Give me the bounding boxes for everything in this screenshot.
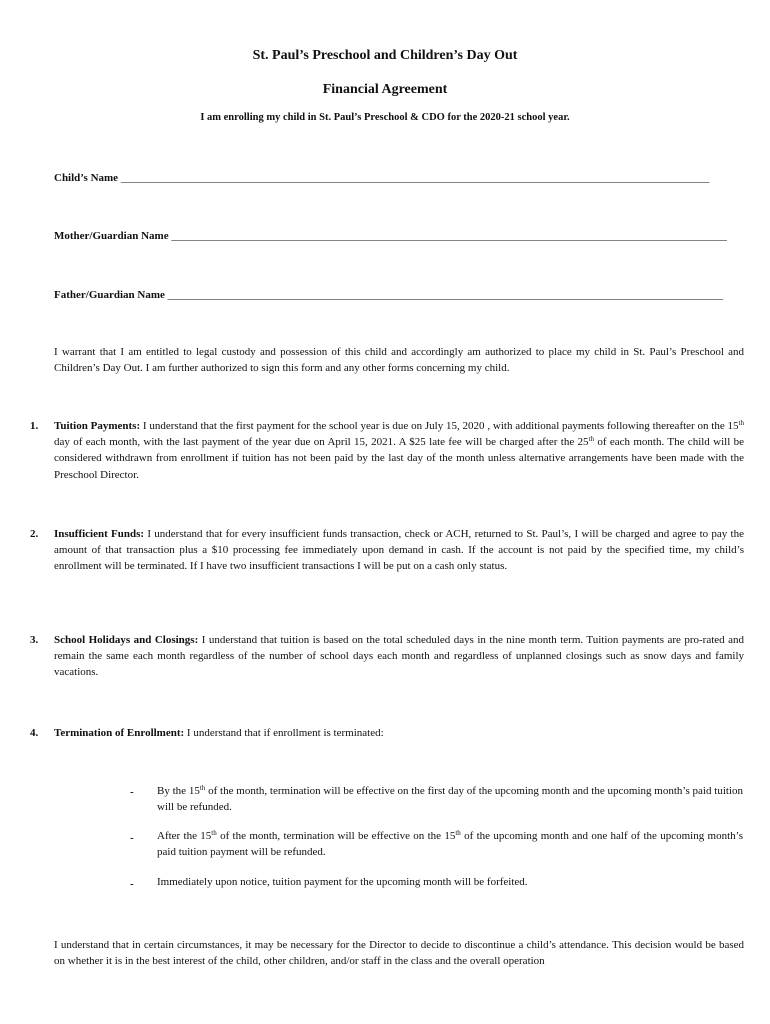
ordinal-suffix: th — [211, 829, 217, 837]
item-text: By the 15 — [157, 785, 200, 797]
item-text: of the month, termination will be effective on the 15 — [216, 830, 456, 842]
termination-item — [157, 783, 743, 815]
child-name-line: ___________________________________________________________________________________________________________ — [120, 172, 710, 184]
ordinal-suffix: th — [738, 419, 744, 427]
holidays-closings-paragraph — [54, 632, 744, 681]
tuition-payments-paragraph — [54, 418, 744, 483]
child-name-field[interactable] — [54, 172, 744, 184]
mother-guardian-name-label: Mother/Guardian Name — [54, 230, 169, 242]
section-heading: Termination of Enrollment: — [54, 727, 185, 739]
termination-item — [157, 874, 743, 890]
list-dash: - — [130, 878, 134, 890]
item-text: of the upcoming month and one half of the upcoming month’s paid tuition payment will be refunded. — [157, 830, 743, 859]
item-text: Immediately upon notice, tuition payment for the upcoming month will be forfeited. — [157, 876, 528, 888]
mother-guardian-name-field[interactable] — [54, 230, 744, 242]
section-number: 2. — [30, 528, 39, 540]
ordinal-suffix: th — [588, 435, 595, 444]
section-text: I understand that the first payment for the school year is due on July 15, 2020 , with additional payments following thereafter on the 15 — [140, 420, 739, 432]
father-guardian-name-line: _____________________________________________________________________________________________________ — [167, 289, 724, 301]
item-text: After the 15 — [157, 830, 212, 842]
ordinal-suffix: th — [455, 829, 461, 837]
section-number: 1. — [30, 420, 39, 432]
section-number: 4. — [30, 727, 39, 739]
list-dash: - — [130, 786, 134, 798]
section-number: 3. — [30, 634, 39, 646]
list-dash: - — [130, 832, 134, 844]
enrollment-statement: I am enrolling my child in St. Paul’s Preschool & CDO for the 2020-21 school year. — [200, 112, 570, 123]
section-text: day of each month, with the last payment of the year due on April 15, 2021. A $25 late fee will be charged after the 25 — [54, 436, 589, 449]
section-heading: Tuition Payments: — [54, 420, 141, 432]
section-text: I understand that for every insufficient funds transaction, check or ACH, returned to St. Paul’s, I will be charged and agree to pay the amount of that transaction plus a $10 processing fee immediately upon demand in cash. If the account is not paid by the specified time, my child’s enrollment will be terminated. If I have two insufficient transactions I will be put on a cash only status. — [54, 528, 744, 573]
section-text: of each month. The child will be considered withdrawn from enrollment if tuition has not been paid by the last day of the month unless alternative arrangements have been made with the Preschool Director. — [54, 436, 744, 481]
ordinal-suffix: th — [199, 784, 206, 792]
child-name-label: Child’s Name — [54, 172, 119, 184]
father-guardian-name-label: Father/Guardian Name — [54, 289, 165, 301]
termination-paragraph — [54, 725, 744, 741]
mother-guardian-name-line: _____________________________________________________________________________________________________ — [171, 230, 727, 242]
custody-warrant-paragraph: I warrant that I am entitled to legal custody and possession of this child and accordingly am authorized to place my child in St. Paul’s Preschool and Children’s Day Out. I am further authorized to sign this form and any other forms concerning my child. — [54, 346, 744, 375]
section-heading: School Holidays and Closings: — [54, 634, 199, 646]
insufficient-funds-paragraph — [54, 526, 744, 575]
document-title: St. Paul’s Preschool and Children’s Day Out — [252, 48, 518, 63]
father-guardian-name-field[interactable] — [54, 289, 744, 301]
discontinuation-paragraph: I understand that in certain circumstances, it may be necessary for the Director to decide to discontinue a child’s attendance. This decision would be based on whether it is in the best interest of the child, other children, and/or staff in the class and the overall operation — [54, 939, 744, 968]
section-text: I understand that tuition is based on the total scheduled days in the nine month term. Tuition payments are pro-rated and remain the same each month regardless of the number of school days each month and regardless of unplanned closings such as snow days and family vacations. — [54, 634, 745, 679]
document-subtitle: Financial Agreement — [322, 82, 448, 97]
section-text: I understand that if enrollment is terminated: — [184, 727, 384, 739]
termination-item — [157, 828, 743, 860]
section-heading: Insufficient Funds: — [54, 528, 145, 540]
item-text: of the month, termination will be effective on the first day of the upcoming month and the upcoming month’s paid tuition will be refunded. — [157, 785, 743, 814]
